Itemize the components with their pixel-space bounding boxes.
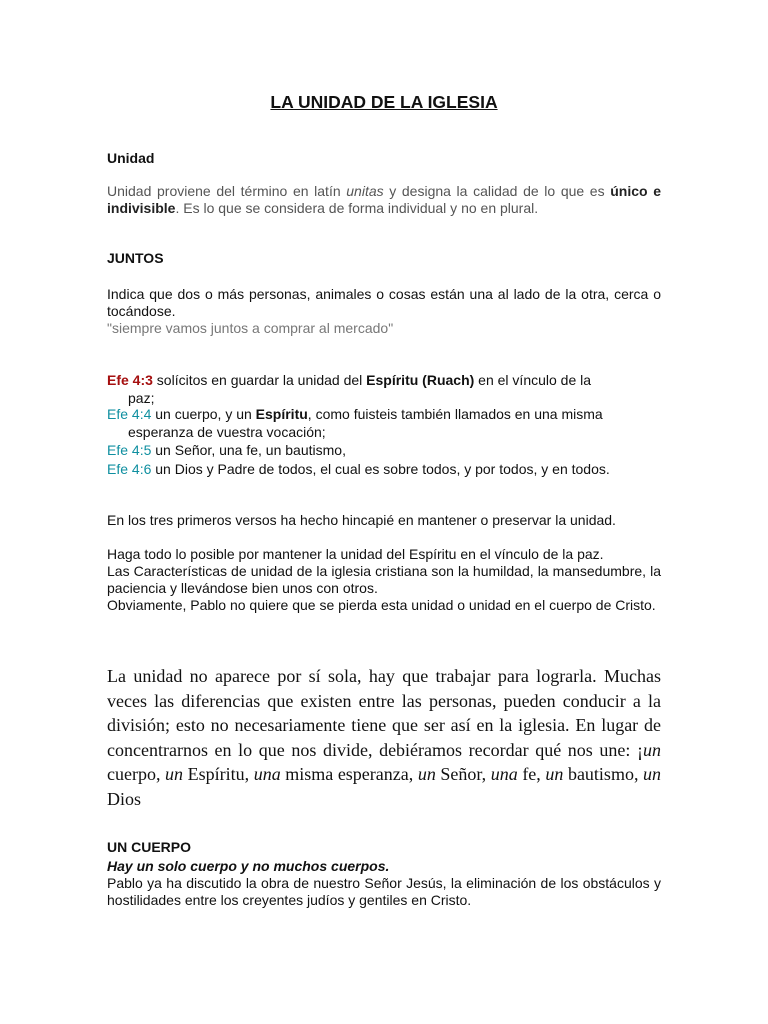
verse-text: un Señor, una fe, un bautismo, — [151, 442, 346, 458]
verse-text: un Dios y Padre de todos, el cual es sobre todos, y por todos, y en todos. — [151, 461, 610, 477]
verse-reference: Efe 4:3 — [107, 372, 153, 388]
paragraph-characteristics — [107, 546, 661, 614]
paragraph-un-cuerpo — [107, 858, 661, 909]
verse-reference: Efe 4:5 — [107, 442, 152, 458]
paragraph-three-verses: En los tres primeros versos ha hecho hincapié en mantener o preservar la unidad. — [107, 512, 616, 528]
text: Obviamente, Pablo no quiere que se pierda esta unidad o unidad en el cuerpo de Cristo. — [107, 597, 656, 613]
text: Espíritu, — [183, 764, 254, 784]
text-italic: unitas — [346, 183, 384, 199]
verse-reference: Efe 4:4 — [107, 406, 152, 422]
verse-efe-4-5 — [107, 442, 661, 460]
verse-reference: Efe 4:6 — [107, 461, 152, 477]
text: cuerpo, — [107, 764, 166, 784]
text-italic: un — [643, 739, 661, 760]
verse-text: en el vínculo de la — [474, 372, 592, 388]
verse-text-bold: Espíritu — [255, 406, 308, 422]
text: misma esperanza, — [280, 764, 418, 784]
text: y designa la calidad de lo que es — [383, 183, 611, 199]
text-italic: un — [165, 764, 184, 784]
text-bold: único e indivisible — [107, 183, 661, 216]
heading-unidad: Unidad — [107, 150, 155, 166]
page-title: LA UNIDAD DE LA IGLESIA — [270, 92, 498, 112]
paragraph-juntos — [107, 286, 661, 337]
heading-un-cuerpo: UN CUERPO — [107, 839, 192, 855]
text-italic: un — [545, 764, 564, 784]
text: . Es lo que se considera de forma individual y no en plural. — [175, 200, 539, 216]
verse-text: solícitos en guardar la unidad del — [152, 372, 367, 388]
text: Señor, — [435, 764, 491, 784]
text: bautismo, — [563, 764, 644, 784]
verse-text: , como fuisteis también llamados en una misma — [307, 406, 603, 422]
text: Pablo ya ha discutido la obra de nuestro Señor Jesús, la eliminación de los obstáculos y hostilidades entre los creyentes judíos y gentiles en Cristo. — [107, 875, 661, 908]
text: fe, — [517, 764, 546, 784]
text: Las Características de unidad de la iglesia cristiana son la humildad, la mansedumbre, la paciencia y llevándose bien unos con otros. — [107, 563, 661, 596]
quote-text: "siempre vamos juntos a comprar al mercado" — [107, 320, 394, 336]
text: Dios — [107, 788, 142, 809]
text: La unidad no aparece por sí sola, hay que trabajar para lograrla. Muchas veces las diferencias que existen entre las personas, pueden conducir a la división; esto no necesariamente tiene que ser así en la iglesia. En lugar de concentrarnos en lo que nos divide, debiéramos recordar qué nos une: ¡ — [107, 666, 661, 760]
verse-text: esperanza de vuestra vocación; — [128, 423, 326, 440]
verse-efe-4-3 — [107, 372, 661, 407]
paragraph-unidad-definition — [107, 183, 661, 217]
text-italic: un — [417, 764, 436, 784]
verse-text: paz; — [128, 389, 155, 406]
verse-text: un cuerpo, y un — [151, 406, 256, 422]
verse-efe-4-4 — [107, 406, 661, 441]
text: Indica que dos o más personas, animales o cosas están una al lado de la otra, cerca o tocándose. — [107, 286, 661, 319]
text-italic: una — [253, 764, 281, 784]
heading-juntos: JUNTOS — [107, 250, 164, 266]
text: Unidad proviene del término en latín — [107, 183, 347, 199]
text-italic: una — [490, 764, 518, 784]
subtitle-text: Hay un solo cuerpo y no muchos cuerpos. — [107, 858, 390, 874]
text-italic: un — [643, 764, 662, 784]
paragraph-serif-unity — [107, 664, 661, 811]
verse-text-bold: Espíritu (Ruach) — [366, 372, 475, 388]
verse-efe-4-6 — [107, 461, 661, 479]
text: Haga todo lo posible por mantener la unidad del Espíritu en el vínculo de la paz. — [107, 546, 604, 562]
